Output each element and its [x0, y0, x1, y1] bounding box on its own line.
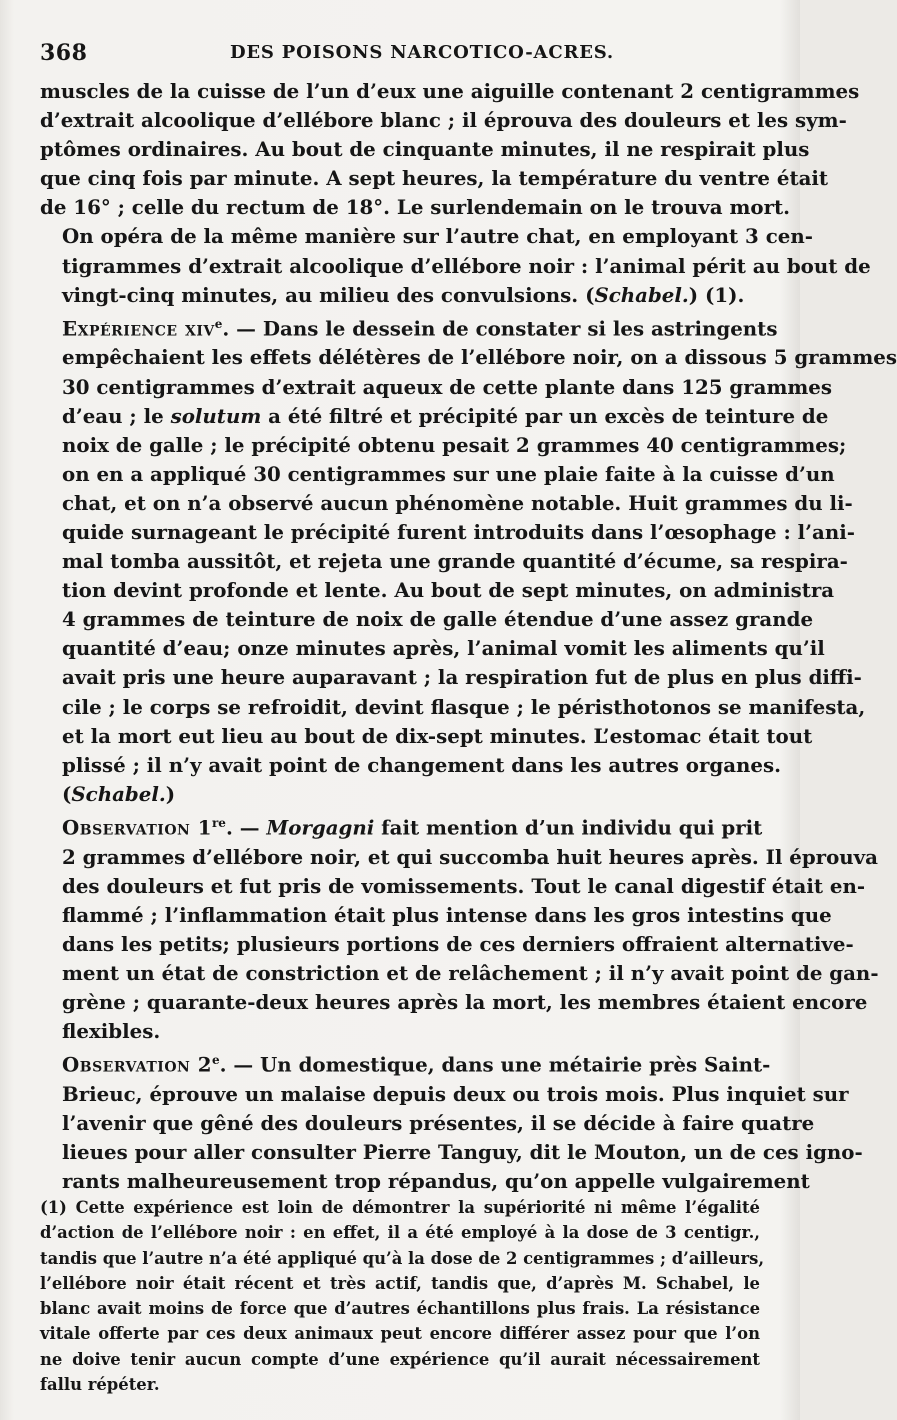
text-line	[40, 780, 760, 809]
text-line: cile ; le corps se refroidit, devint flasque ; le péristhotonos se manifesta,	[62, 694, 866, 719]
footnote	[40, 1195, 765, 1397]
ordinal-superscript: e	[214, 316, 223, 331]
footnote-line: l’ellébore noir était récent et très actif, tandis que, d’après M. Schabel, le	[40, 1273, 760, 1293]
text-segment: d’eau ; le	[62, 403, 171, 428]
author-citation: Schabel.	[594, 282, 689, 307]
text-line: lieues pour aller consulter Pierre Tanguy, dit le Mouton, un de ces igno-	[62, 1140, 863, 1165]
footnote-line: ne doive tenir aucun compte d’une expérience qu’il aurait nécessairement	[40, 1349, 760, 1369]
text-line	[40, 1046, 771, 1080]
section-heading: Observation 2	[62, 1052, 212, 1077]
page-number: 368	[40, 40, 88, 66]
text-line	[40, 402, 829, 431]
text-line: ment un état de constriction et de relâchement ; il n’y avait point de gan-	[62, 961, 879, 985]
footnote-ref: ) (1).	[688, 282, 745, 307]
text-line: tigrammes d’extrait alcoolique d’ellébore noir : l’animal périt au bout de	[62, 253, 871, 278]
body-text	[40, 77, 897, 1196]
text-line	[40, 809, 763, 843]
ordinal-superscript: re	[211, 815, 226, 830]
footnote-line: d’action de l’ellébore noir : en effet, il a été employé à la dose de 3 centigr.,	[40, 1223, 760, 1243]
text-segment: )	[165, 781, 176, 806]
author-name: Morgagni	[266, 815, 375, 840]
text-line: on en a appliqué 30 centigrammes sur une plaie faite à la cuisse d’un	[62, 461, 835, 486]
paragraph-observation-1	[40, 809, 879, 1046]
text-line: flexibles.	[62, 1019, 161, 1044]
text-line	[40, 281, 760, 310]
text-segment: . — Un domestique, dans une métairie près Saint-	[219, 1052, 771, 1077]
footnote-line: (1) Cette expérience est loin de démontrer la supériorité ni même l’égalité	[40, 1198, 760, 1217]
text-segment: (	[62, 781, 72, 806]
footnote-line: fallu répéter.	[40, 1375, 160, 1395]
text-line: mal tomba aussitôt, et rejeta une grande quantité d’écume, sa respira-	[62, 549, 848, 574]
text-line: 30 centigrammes d’extrait aqueux de cette plante dans 125 grammes	[62, 374, 833, 399]
text-line: dans les petits; plusieurs portions de ces derniers offraient alternative-	[62, 931, 854, 956]
text-segment: a été filtré et précipité par un excès de teinture de	[261, 403, 829, 428]
text-line: de 16° ; celle du rectum de 18°. Le surlendemain on le trouva mort.	[40, 195, 791, 220]
paragraph-2	[40, 222, 871, 309]
paragraph-1	[40, 77, 860, 222]
ordinal-superscript: e	[211, 1053, 220, 1068]
text-line: avait pris une heure auparavant ; la respiration fut de plus en plus diffi-	[62, 665, 862, 690]
text-line	[40, 310, 778, 344]
text-line: On opéra de la même manière sur l’autre chat, en employant 3 cen-	[62, 224, 813, 249]
text-line: d’extrait alcoolique d’ellébore blanc ; il éprouva des douleurs et les sym-	[40, 108, 847, 133]
text-line: empêchaient les effets délétères de l’ellébore noir, on a dissous 5 grammes	[62, 345, 897, 370]
section-heading: Expérience xiv	[62, 316, 215, 341]
text-line: Brieuc, éprouve un malaise depuis deux ou trois mois. Plus inquiet sur	[62, 1081, 849, 1106]
text-line: plissé ; il n’y avait point de changement dans les autres organes.	[62, 752, 782, 777]
text-segment: . — Dans le dessein de constater si les astringents	[222, 316, 778, 341]
footnote-line: tandis que l’autre n’a été appliqué qu’à la dose de 2 centigrammes ; d’ailleurs,	[40, 1248, 765, 1268]
running-title: DES POISONS NARCOTICO-ACRES.	[230, 42, 614, 63]
text-segment: . —	[225, 815, 267, 840]
text-segment: fait mention d’un individu qui prit	[374, 815, 763, 840]
text-line: que cinq fois par minute. A sept heures, la température du ventre était	[40, 166, 829, 191]
text-line: quantité d’eau; onze minutes après, l’animal vomit les aliments qu’il	[62, 636, 825, 661]
text-line: muscles de la cuisse de l’un d’eux une aiguille contenant 2 centigrammes	[40, 79, 860, 103]
footnote-line: blanc avait moins de force que d’autres échantillons plus frais. La résistance	[40, 1299, 760, 1319]
text-line: 4 grammes de teinture de noix de galle étendue d’une assez grande	[62, 607, 814, 632]
text-line: 2 grammes d’ellébore noir, et qui succomba huit heures après. Il éprouva	[62, 844, 878, 869]
paragraph-observation-2	[40, 1046, 863, 1196]
section-heading: Observation 1	[62, 815, 212, 840]
text-line: flammé ; l’inflammation était plus intense dans les gros intestins que	[62, 902, 832, 927]
text-line: chat, et on n’a observé aucun phénomène notable. Huit grammes du li-	[62, 490, 853, 515]
text-line: des douleurs et fut pris de vomissements. Tout le canal digestif était en-	[62, 873, 866, 898]
text-line: quide surnageant le précipité furent introduits dans l’œsophage : l’ani-	[62, 520, 855, 544]
text-line: grène ; quarante-deux heures après la mort, les membres étaient encore	[62, 990, 868, 1015]
paragraph-experience-14	[40, 310, 897, 809]
text-line: ptômes ordinaires. Au bout de cinquante minutes, il ne respirait plus	[40, 137, 810, 162]
latin-term: solutum	[170, 403, 262, 428]
text-line: tion devint profonde et lente. Au bout de sept minutes, on administra	[62, 578, 835, 603]
text-line: noix de galle ; le précipité obtenu pesait 2 grammes 40 centigrammes;	[62, 432, 847, 457]
text-line: rants malheureusement trop répandus, qu’on appelle vulgairement	[62, 1169, 810, 1194]
author-citation: Schabel.	[71, 781, 166, 806]
footnote-line: vitale offerte par ces deux animaux peut encore différer assez pour que l’on	[40, 1324, 760, 1344]
page-header	[40, 40, 760, 70]
text-line: et la mort eut lieu au bout de dix-sept minutes. L’estomac était tout	[62, 723, 813, 748]
text-line: l’avenir que gêné des douleurs présentes, il se décide à faire quatre	[62, 1111, 815, 1136]
text-segment: vingt-cinq minutes, au milieu des convulsions. (	[62, 282, 595, 307]
